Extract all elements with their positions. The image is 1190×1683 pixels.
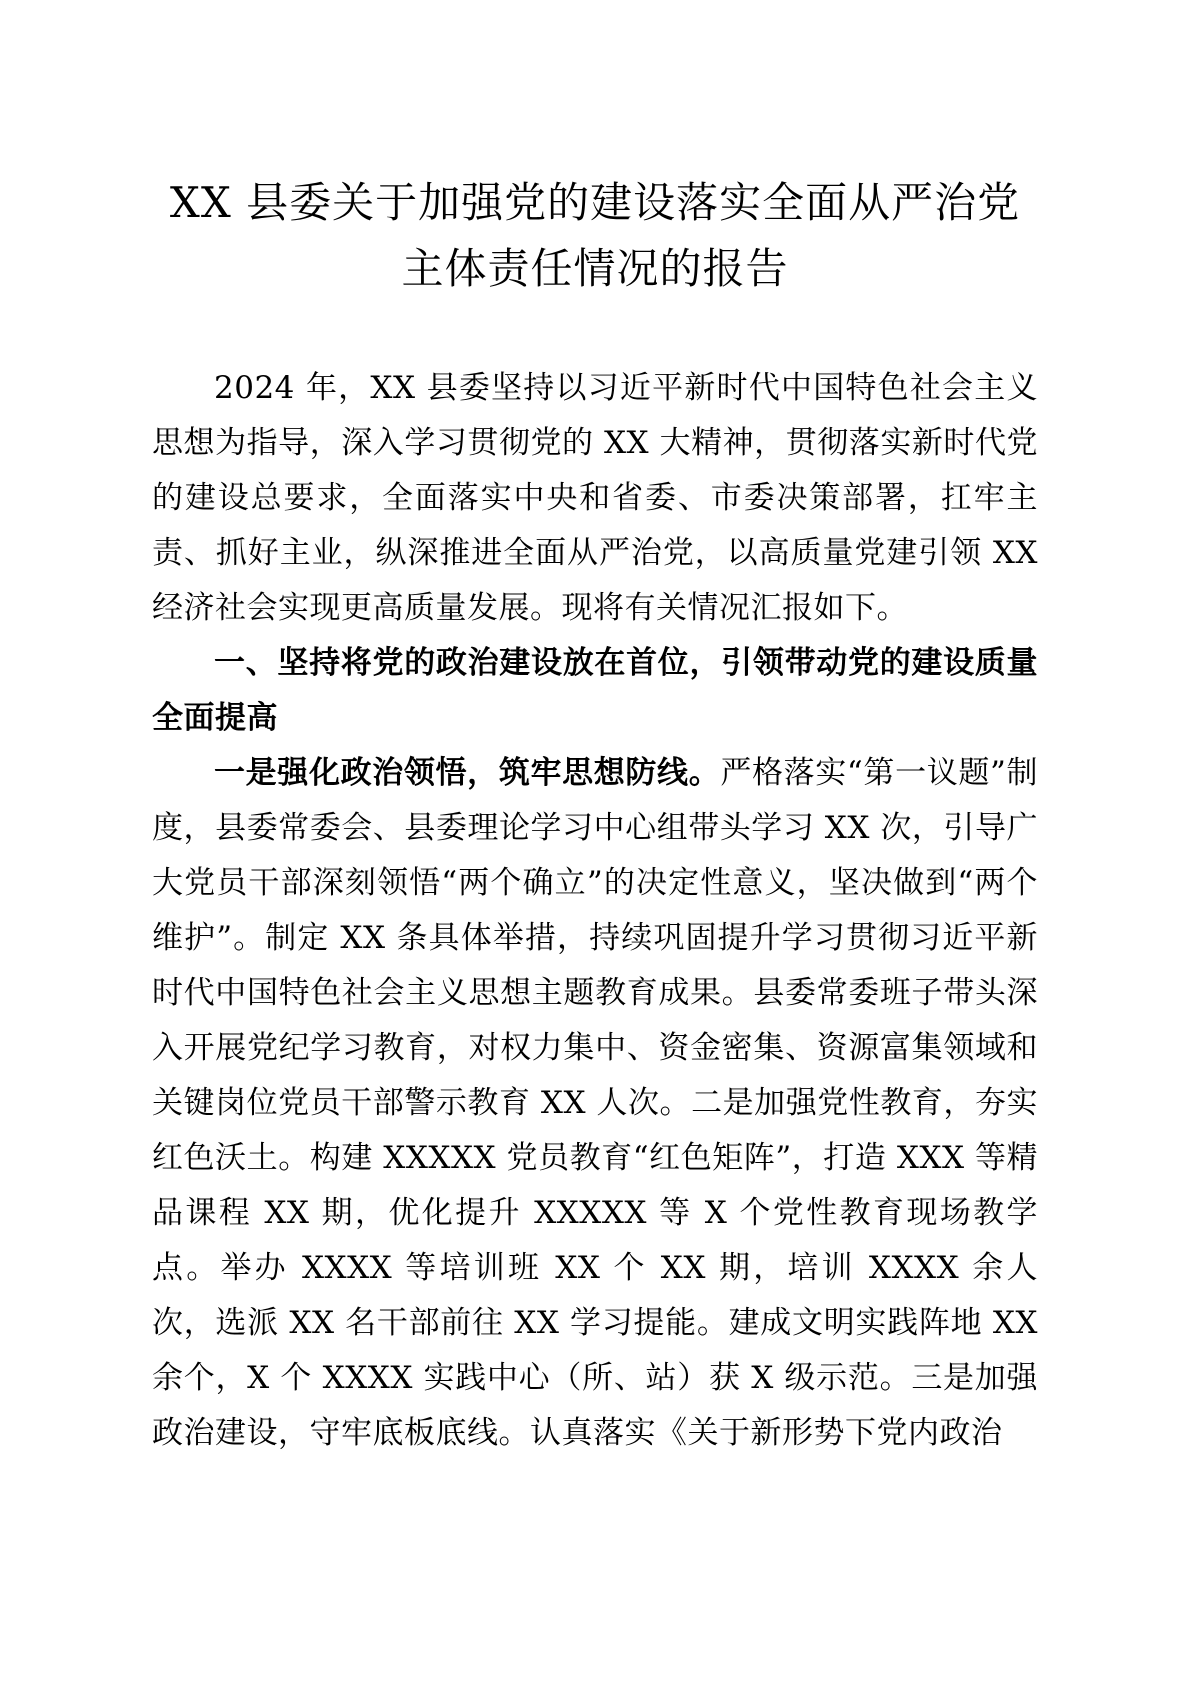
section-1-heading: 一、坚持将党的政治建设放在首位，引领带动党的建设质量全面提高 (152, 645, 1038, 736)
section-1-paragraph (152, 746, 1038, 1461)
section-1-lead: 一是强化政治领悟，筑牢思想防线。 (214, 755, 721, 791)
intro-paragraph: 2024 年，XX 县委坚持以习近平新时代中国特色社会主义思想为指导，深入学习贯彻党的 XX 大精神，贯彻落实新时代党的建设总要求，全面落实中央和省委、市委决策部署，扛牢主责、抓好主业，纵深推进全面从严治党，以高质量党建引领 XX 经济社会实现更高质量发展。现将有关情况汇报如下。 (152, 370, 1038, 626)
document-title (152, 170, 1038, 302)
section-1-body: 严格落实“第一议题”制度，县委常委会、县委理论学习中心组带头学习 XX 次，引导广大党员干部深刻领悟“两个确立”的决定性意义，坚决做到“两个维护”。制定 XX 条具体举措，持续巩固提升学习贯彻习近平新时代中国特色社会主义思想主题教育成果。县委常委班子带头深入开展党纪学习教育，对权力集中、资金密集、资源富集领域和关键岗位党员干部警示教育 XX 人次。二是加强党性教育，夯实红色沃土。构建 XXXXX 党员教育“红色矩阵”，打造 XXX 等精品课程 XX 期，优化提升 XXXXX 等 X 个党性教育现场教学点。举办 XXXX 等培训班 XX 个 XX 期，培训 XXXX 余人次，选派 XX 名干部前往 XX 学习提能。建成文明实践阵地 XX 余个，X 个 XXXX 实践中心（所、站）获 X 级示范。三是加强政治建设，守牢底板底线。认真落实《关于新形势下党内政治 (152, 755, 1038, 1451)
title-line-1: XX 县委关于加强党的建设落实全面从严治党 (169, 178, 1021, 227)
title-line-2: 主体责任情况的报告 (401, 244, 789, 293)
